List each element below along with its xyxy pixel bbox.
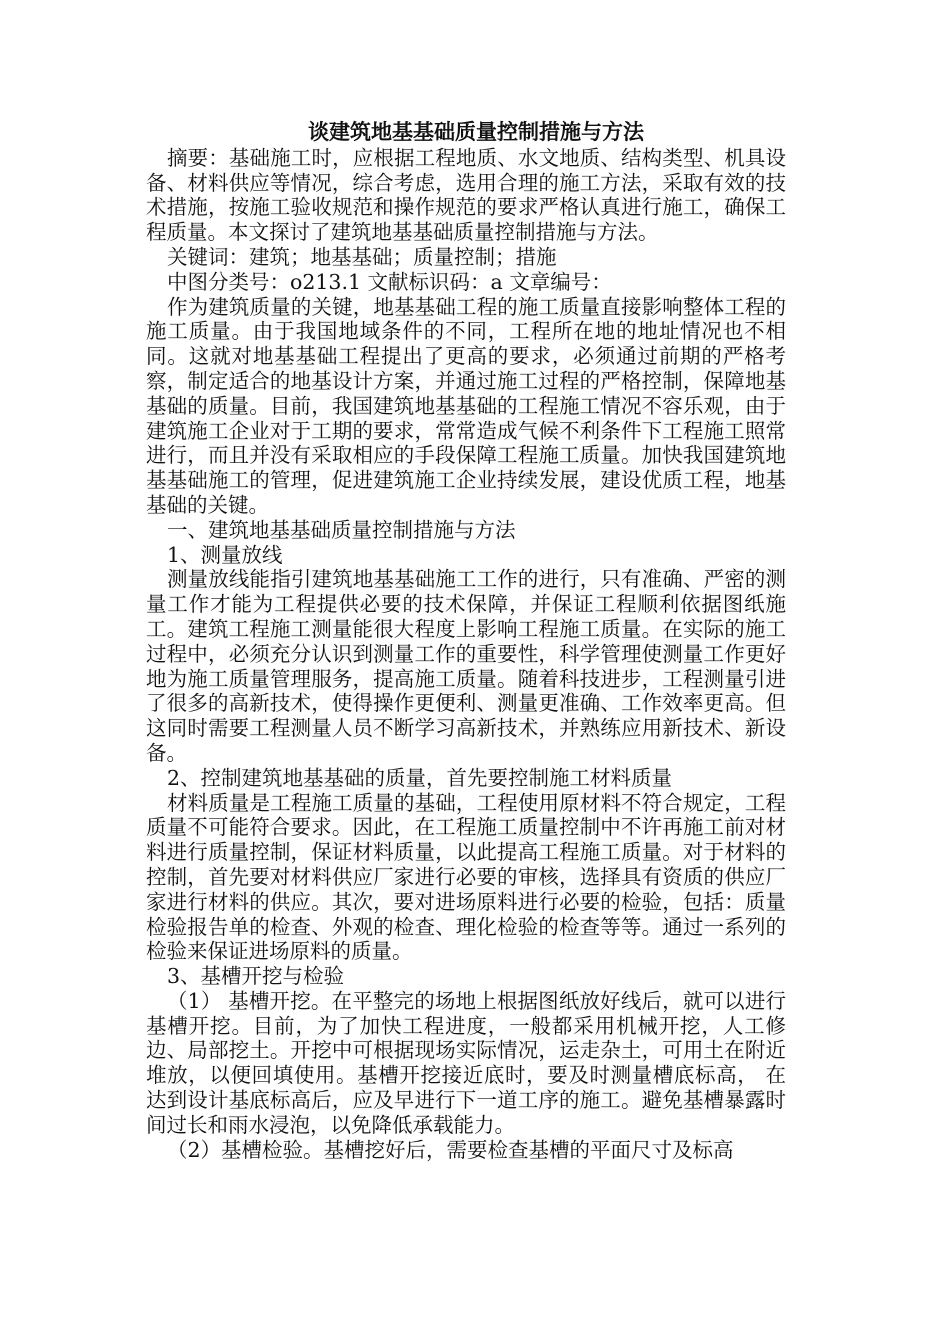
document-body xyxy=(146,120,786,1162)
abstract-paragraph: 摘要：基础施工时，应根据工程地质、水文地质、结构类型、机具设备、材料供应等情况，综合考虑，选用合理的施工方法，采取有效的技术措施，按施工验收规范和操作规范的要求严格认真进行施工，确保工程质量。本文探讨了建筑地基基础质量控制措施与方法。 xyxy=(146,145,786,245)
subsection-heading-1: 1、测量放线 xyxy=(167,542,283,567)
page-title: 谈建筑地基基础质量控制措施与方法 xyxy=(308,119,644,144)
keywords-line: 关键词：建筑；地基基础；质量控制；措施 xyxy=(167,244,557,269)
subsection-2-paragraph: 材料质量是工程施工质量的基础，工程使用原材料不符合规定，工程质量不可能符合要求。因此，在工程施工质量控制中不许再施工前对材料进行质量控制，保证材料质量，以此提高工程施工质量。对于材料的控制，首先要对材料供应厂家进行必要的审核，选择具有资质的供应厂家进行材料的供应。其次，要对进场原料进行必要的检验，包括：质量检验报告单的检查、外观的检查、理化检验的检查等等。通过一系列的检验来保证进场原料的质量。 xyxy=(146,790,786,964)
subsection-1-paragraph: 测量放线能指引建筑地基基础施工工作的进行，只有准确、严密的测量工作才能为工程提供必要的技术保障，并保证工程顺利依据图纸施工。建筑工程施工测量能很大程度上影响工程施工质量。在实际的施工过程中，必须充分认识到测量工作的重要性，科学管理使测量工作更好地为施工质量管理服务，提高施工质量。随着科技进步，工程测量引进了很多的高新技术，使得操作更便利、测量更准确、工作效率更高。但这同时需要工程测量人员不断学习高新技术，并熟练应用新技术、新设备。 xyxy=(146,567,786,765)
subsection-3-paragraph-1: （1） 基槽开挖。在平整完的场地上根据图纸放好线后，就可以进行基槽开挖。目前，为了加快工程进度，一般都采用机械开挖，人工修边、局部挖土。开挖中可根据现场实际情况，运走杂土，可用土在附近堆放，以便回填使用。基槽开挖接近底时，要及时测量槽底标高， 在达到设计基底标高后，应及早进行下一道工序的施工。避免基槽暴露时间过长和雨水浸泡，以免降低承载能力。 xyxy=(146,988,786,1137)
section-heading-1: 一、建筑地基基础质量控制措施与方法 xyxy=(167,517,516,542)
subsection-3-paragraph-2: （2）基槽检验。基槽挖好后，需要检查基槽的平面尺寸及标高 xyxy=(167,1137,734,1162)
subsection-heading-3: 3、基槽开挖与检验 xyxy=(167,964,345,989)
classification-line: 中图分类号：o213.1 文献标识码：a 文章编号： xyxy=(167,269,612,294)
intro-paragraph: 作为建筑质量的关键，地基基础工程的施工质量直接影响整体工程的施工质量。由于我国地域条件的不同，工程所在地的地址情况也不相同。这就对地基基础工程提出了更高的要求，必须通过前期的严格考察，制定适合的地基设计方案，并通过施工过程的严格控制，保障地基基础的质量。目前，我国建筑地基基础的工程施工情况不容乐观，由于建筑施工企业对于工期的要求，常常造成气候不利条件下工程施工照常进行，而且并没有采取相应的手段保障工程施工质量。加快我国建筑地基基础施工的管理，促进建筑施工企业持续发展，建设优质工程，地基基础的关键。 xyxy=(146,294,786,517)
subsection-heading-2: 2、控制建筑地基基础的质量，首先要控制施工材料质量 xyxy=(167,765,673,790)
